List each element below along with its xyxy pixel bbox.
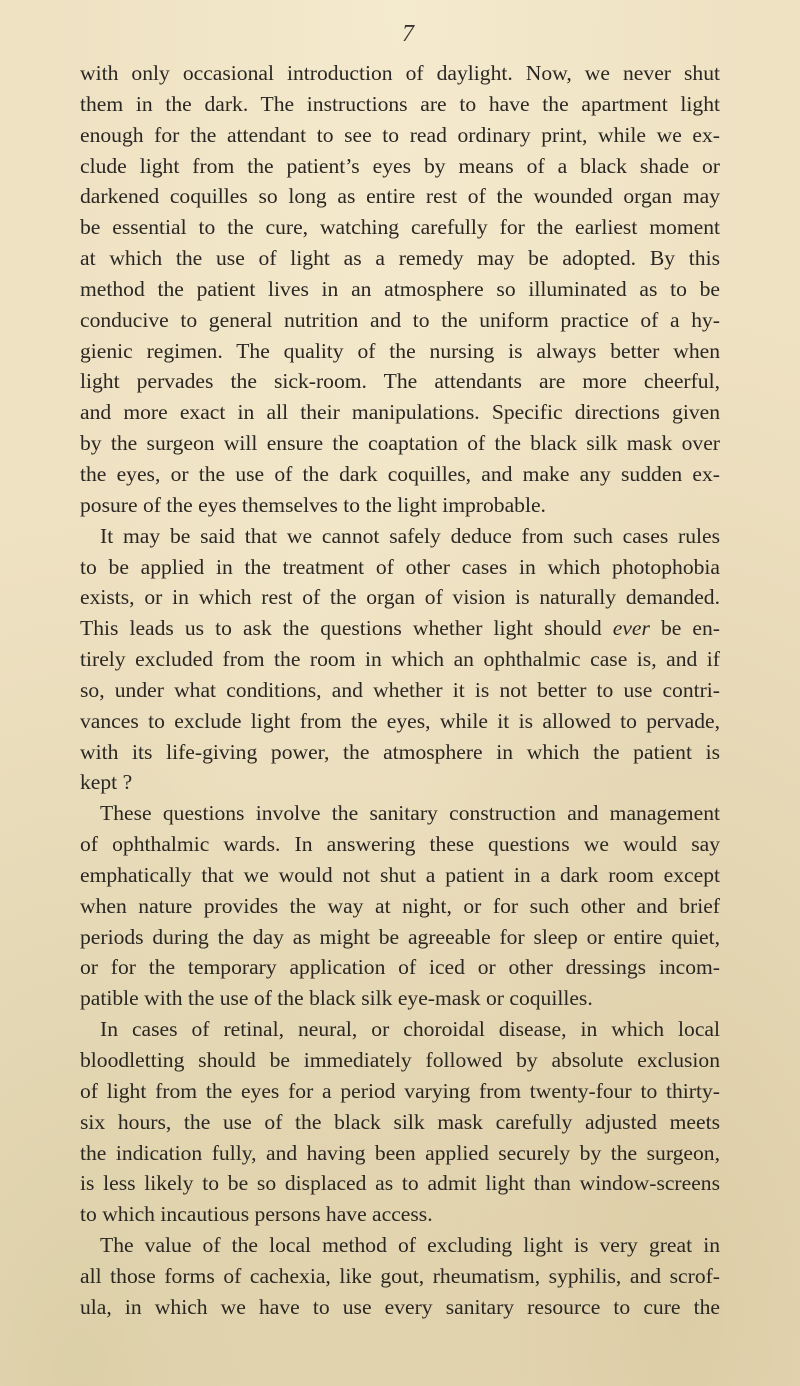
page-number: 7 (402, 21, 414, 47)
text-line: is less likely to be so displaced as to admit light than window-screens (80, 1171, 720, 1196)
text-line: ula, in which we have to use every sanitary resource to cure the (80, 1294, 720, 1319)
text-line: so, under what conditions, and whether it is not better to use contri- (80, 677, 720, 702)
text-line: the eyes, or the use of the dark coquilles, and make any sudden ex- (80, 461, 720, 486)
body-text (80, 58, 720, 1323)
text-line: gienic regimen. The quality of the nursing is always better when (80, 338, 720, 363)
text-line: enough for the attendant to see to read ordinary print, while we ex- (80, 122, 720, 147)
text-line: of ophthalmic wards. In answering these questions we would say (80, 832, 720, 857)
text-line: method the patient lives in an atmosphere so illuminated as to be (80, 276, 720, 301)
text-line: emphatically that we would not shut a patient in a dark room except (80, 862, 720, 887)
text-line: by the surgeon will ensure the coaptation of the black silk mask over (80, 431, 720, 456)
text-line: exists, or in which rest of the organ of vision is naturally demanded. (80, 585, 720, 610)
text-line: clude light from the patient’s eyes by means of a black shade or (80, 153, 720, 178)
text-line: bloodletting should be immediately followed by absolute exclusion (80, 1048, 720, 1072)
text-line: to be applied in the treatment of other cases in which photophobia (80, 554, 720, 579)
text-line: The value of the local method of excluding light is very great in (100, 1233, 720, 1258)
text-line: darkened coquilles so long as entire rest of the wounded organ may (80, 184, 720, 209)
text-line: tirely excluded from the room in which an ophthalmic case is, and if (80, 647, 720, 672)
text-line: at which the use of light as a remedy may be adopted. By this (80, 246, 720, 271)
text-line: This leads us to ask the questions whether light should ever be en- (80, 616, 720, 641)
text-line: patible with the use of the black silk eye-mask or coquilles. (80, 986, 593, 1011)
text-line: with only occasional introduction of daylight. Now, we never shut (80, 61, 720, 85)
text-line: to which incautious persons have access. (80, 1202, 433, 1227)
text-line: It may be said that we cannot safely deduce from such cases rules (100, 523, 720, 548)
text-line: vances to exclude light from the eyes, while it is allowed to pervade, (80, 708, 720, 733)
text-line: posure of the eyes themselves to the light improbable. (80, 492, 546, 517)
emphasis-ever: ever (612, 616, 650, 641)
text-line: when nature provides the way at night, or for such other and brief (80, 893, 720, 918)
text-line: the indication fully, and having been applied securely by the surgeon, (80, 1140, 720, 1165)
text-line: kept ? (80, 770, 133, 795)
text-line: light pervades the sick-room. The attendants are more cheerful, (80, 369, 720, 394)
text-line: them in the dark. The instructions are to have the apartment light (80, 91, 720, 116)
text-line: In cases of retinal, neural, or choroidal disease, in which local (100, 1017, 720, 1042)
text-line: be essential to the cure, watching carefully for the earliest moment (80, 215, 720, 240)
text-line: conducive to general nutrition and to the uniform practice of a hy- (80, 307, 720, 332)
text-line: and more exact in all their manipulations. Specific directions given (80, 400, 720, 425)
text-line: six hours, the use of the black silk mask carefully adjusted meets (80, 1109, 720, 1134)
text-line: These questions involve the sanitary construction and management (100, 801, 720, 826)
text-line: of light from the eyes for a period varying from twenty-four to thirty- (80, 1078, 720, 1103)
text-line: all those forms of cachexia, like gout, rheumatism, syphilis, and scrof- (80, 1263, 720, 1288)
text-line: periods during the day as might be agreeable for sleep or entire quiet, (80, 924, 720, 949)
text-line: or for the temporary application of iced or other dressings incom- (80, 955, 720, 980)
text-line: with its life-giving power, the atmosphere in which the patient is (80, 739, 720, 764)
